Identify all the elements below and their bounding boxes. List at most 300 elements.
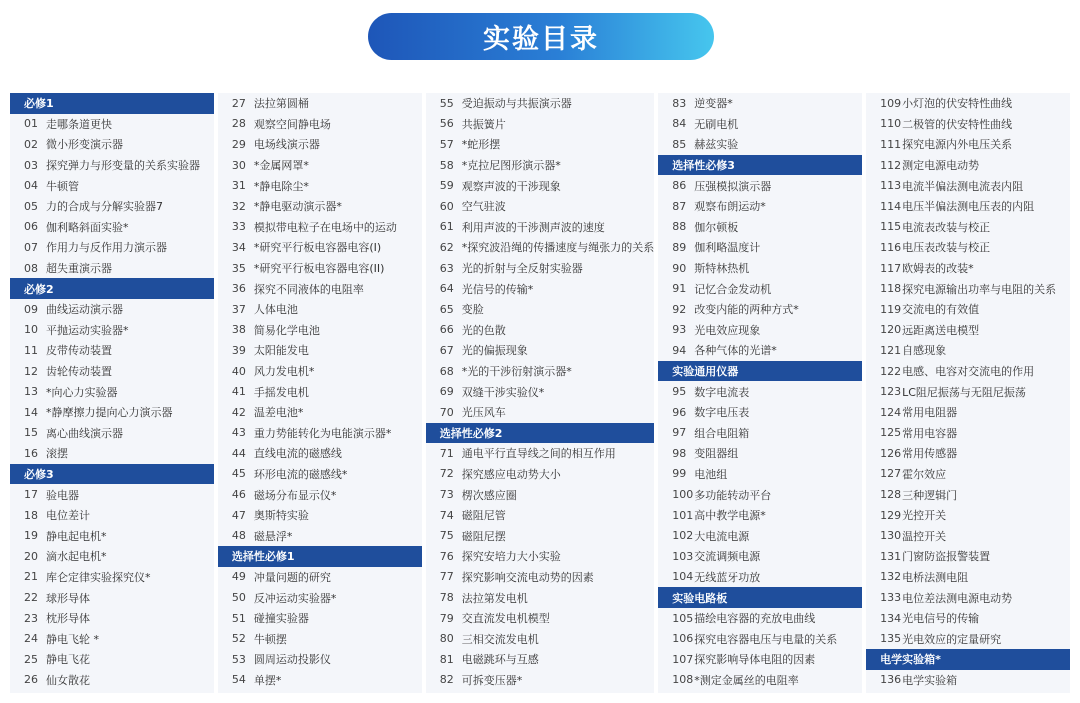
experiment-number: 67 bbox=[439, 343, 454, 357]
section-header: 选择性必修2 bbox=[426, 423, 655, 444]
experiment-number: 105 bbox=[672, 611, 694, 625]
experiment-number: 01 bbox=[24, 117, 38, 131]
experiment-number: 115 bbox=[880, 220, 902, 234]
experiment-name: 滚摆 bbox=[46, 447, 68, 461]
experiment-item bbox=[866, 484, 1070, 505]
experiment-name: 通电平行直导线之间的相互作用 bbox=[461, 447, 616, 461]
experiment-item bbox=[218, 217, 422, 238]
experiment-item bbox=[10, 587, 214, 608]
experiment-item bbox=[426, 299, 655, 320]
experiment-name: *研究平行板电容器电容(I) bbox=[253, 241, 382, 255]
experiment-item bbox=[10, 237, 214, 258]
experiment-item bbox=[426, 258, 655, 279]
experiment-name: 光的偏振现象 bbox=[461, 344, 528, 358]
experiment-item bbox=[658, 484, 862, 505]
experiment-name: 常用电容器 bbox=[902, 426, 958, 440]
experiment-item bbox=[218, 114, 422, 135]
experiment-number: 37 bbox=[231, 302, 246, 316]
experiment-number: 22 bbox=[24, 591, 38, 605]
experiment-name: 滴水起电机* bbox=[46, 550, 107, 564]
experiment-item bbox=[866, 525, 1070, 546]
experiment-number: 48 bbox=[231, 529, 246, 543]
experiment-name: 直线电流的磁感线 bbox=[253, 447, 342, 461]
experiment-item bbox=[658, 628, 862, 649]
experiment-item bbox=[866, 320, 1070, 341]
experiment-item bbox=[866, 340, 1070, 361]
experiment-number: 10 bbox=[24, 323, 38, 337]
experiment-number: 43 bbox=[231, 426, 246, 440]
experiment-number: 17 bbox=[24, 488, 38, 502]
experiment-name: *探究波沿绳的传播速度与绳张力的关系 bbox=[461, 241, 655, 255]
experiment-name: 伽利略斜面实验* bbox=[46, 220, 129, 234]
experiment-number: 84 bbox=[672, 117, 687, 131]
experiment-item bbox=[218, 587, 422, 608]
experiment-name: 光电信号的传输 bbox=[902, 612, 980, 626]
experiment-item bbox=[658, 464, 862, 485]
experiment-number: 26 bbox=[24, 673, 38, 687]
experiment-name: 改变内能的两种方式* bbox=[694, 303, 799, 317]
experiment-name: 磁阻尼管 bbox=[461, 509, 506, 523]
experiment-number: 52 bbox=[231, 632, 246, 646]
experiment-item bbox=[658, 381, 862, 402]
experiment-name: 圆周运动投影仪 bbox=[253, 653, 331, 667]
experiment-number: 85 bbox=[672, 137, 687, 151]
experiment-item bbox=[10, 649, 214, 670]
experiment-number: 02 bbox=[24, 137, 38, 151]
experiment-name: 磁悬浮* bbox=[253, 529, 293, 543]
experiment-item bbox=[658, 567, 862, 588]
experiment-name: 共振簧片 bbox=[461, 117, 506, 131]
experiment-number: 62 bbox=[439, 240, 454, 254]
experiment-name: 小灯泡的伏安特性曲线 bbox=[902, 97, 1013, 111]
experiment-number: 117 bbox=[880, 261, 902, 275]
experiment-name: 电位差计 bbox=[46, 509, 90, 523]
experiment-item bbox=[866, 505, 1070, 526]
experiment-name: 环形电流的磁感线* bbox=[253, 467, 348, 481]
experiment-name: 走哪条道更快 bbox=[46, 117, 112, 131]
experiment-number: 14 bbox=[24, 405, 38, 419]
experiment-item bbox=[658, 196, 862, 217]
experiment-item bbox=[866, 402, 1070, 423]
experiment-number: 72 bbox=[439, 467, 454, 481]
experiment-number: 38 bbox=[231, 323, 246, 337]
experiment-item bbox=[426, 649, 655, 670]
experiment-number: 136 bbox=[880, 673, 902, 687]
experiment-name: 霍尔效应 bbox=[902, 467, 947, 481]
experiment-item bbox=[10, 402, 214, 423]
experiment-number: 46 bbox=[231, 488, 246, 502]
experiment-name: 数字电流表 bbox=[694, 385, 750, 399]
experiment-name: 太阳能发电 bbox=[253, 344, 309, 358]
experiment-number: 118 bbox=[880, 282, 902, 296]
experiment-item bbox=[658, 278, 862, 299]
section-header: 必修1 bbox=[10, 93, 214, 114]
experiment-item bbox=[10, 484, 214, 505]
experiment-item bbox=[426, 546, 655, 567]
experiment-item bbox=[218, 258, 422, 279]
experiment-number: 12 bbox=[24, 364, 38, 378]
experiment-number: 74 bbox=[439, 508, 454, 522]
experiment-item bbox=[426, 175, 655, 196]
experiment-name: 楞次感应圈 bbox=[461, 488, 517, 502]
experiment-number: 128 bbox=[880, 488, 902, 502]
experiment-name: LC阻尼振荡与无阻尼振荡 bbox=[902, 385, 1026, 399]
experiment-number: 05 bbox=[24, 199, 38, 213]
experiment-item bbox=[658, 134, 862, 155]
experiment-name: 齿轮传动装置 bbox=[46, 365, 112, 379]
experiment-name: *静摩擦力提向心力演示器 bbox=[46, 406, 173, 420]
experiment-item bbox=[866, 217, 1070, 238]
experiment-name: 探究弹力与形变量的关系实验器 bbox=[46, 159, 200, 173]
experiment-number: 78 bbox=[439, 591, 454, 605]
experiment-item bbox=[426, 278, 655, 299]
experiment-name: 库仑定律实验探究仪* bbox=[46, 570, 151, 584]
experiment-number: 102 bbox=[672, 529, 694, 543]
experiment-item bbox=[10, 525, 214, 546]
experiment-name: 简易化学电池 bbox=[253, 323, 320, 337]
experiment-item bbox=[426, 443, 655, 464]
experiment-number: 34 bbox=[231, 240, 246, 254]
experiment-name: 磁场分布显示仪* bbox=[253, 488, 337, 502]
experiment-item bbox=[866, 258, 1070, 279]
experiment-item bbox=[426, 628, 655, 649]
experiment-name: 人体电池 bbox=[253, 303, 298, 317]
experiment-item bbox=[866, 423, 1070, 444]
experiment-item bbox=[658, 299, 862, 320]
experiment-name: 斯特林热机 bbox=[694, 262, 750, 276]
experiment-item bbox=[426, 320, 655, 341]
experiment-name: 法拉第圆桶 bbox=[253, 97, 309, 111]
experiment-item bbox=[218, 155, 422, 176]
experiment-number: 20 bbox=[24, 549, 38, 563]
experiment-name: 电学实验箱 bbox=[902, 673, 958, 687]
experiment-number: 80 bbox=[439, 632, 454, 646]
experiment-item bbox=[658, 258, 862, 279]
catalog-column-4 bbox=[658, 93, 862, 693]
experiment-number: 53 bbox=[231, 652, 246, 666]
experiment-item bbox=[10, 196, 214, 217]
experiment-name: 伽尔顿板 bbox=[694, 220, 739, 234]
experiment-item bbox=[10, 628, 214, 649]
experiment-number: 18 bbox=[24, 508, 38, 522]
experiment-name: 多功能转动平台 bbox=[694, 488, 772, 502]
experiment-item bbox=[218, 402, 422, 423]
experiment-number: 97 bbox=[672, 426, 687, 440]
experiment-item bbox=[658, 608, 862, 629]
experiment-number: 135 bbox=[880, 632, 902, 646]
experiment-number: 24 bbox=[24, 632, 38, 646]
experiment-number: 126 bbox=[880, 446, 902, 460]
experiment-name: 静电飞花 bbox=[46, 653, 90, 667]
experiment-item bbox=[866, 587, 1070, 608]
experiment-number: 06 bbox=[24, 220, 38, 234]
experiment-number: 07 bbox=[24, 240, 38, 254]
experiment-name: 空气驻波 bbox=[461, 200, 506, 214]
experiment-name: 光信号的传输* bbox=[461, 282, 534, 296]
experiment-number: 03 bbox=[24, 158, 38, 172]
catalog-column-5 bbox=[866, 93, 1070, 693]
experiment-number: 132 bbox=[880, 570, 902, 584]
experiment-item bbox=[218, 649, 422, 670]
experiment-number: 77 bbox=[439, 570, 454, 584]
experiment-name: 静电飞轮 * bbox=[46, 632, 99, 646]
experiment-item bbox=[218, 464, 422, 485]
experiment-number: 61 bbox=[439, 220, 454, 234]
experiment-name: 电压表改装与校正 bbox=[902, 241, 991, 255]
experiment-number: 39 bbox=[231, 343, 246, 357]
experiment-name: 静电起电机* bbox=[46, 529, 107, 543]
experiment-name: 利用声波的干涉测声波的速度 bbox=[461, 220, 605, 234]
experiment-number: 15 bbox=[24, 426, 38, 440]
experiment-name: 探究安培力大小实验 bbox=[461, 550, 561, 564]
experiment-item bbox=[866, 546, 1070, 567]
experiment-number: 08 bbox=[24, 261, 38, 275]
experiment-number: 89 bbox=[672, 240, 687, 254]
experiment-item bbox=[866, 361, 1070, 382]
experiment-item bbox=[10, 567, 214, 588]
experiment-name: *静电除尘* bbox=[253, 179, 309, 193]
experiment-item bbox=[426, 114, 655, 135]
experiment-name: 组合电阻箱 bbox=[694, 426, 750, 440]
experiment-number: 54 bbox=[231, 673, 246, 687]
experiment-number: 23 bbox=[24, 611, 38, 625]
experiment-name: 描绘电容器的充放电曲线 bbox=[694, 612, 816, 626]
experiment-name: 温控开关 bbox=[902, 529, 947, 543]
experiment-name: 探究感应电动势大小 bbox=[461, 467, 561, 481]
experiment-item bbox=[218, 505, 422, 526]
experiment-item bbox=[10, 114, 214, 135]
experiment-name: 大电流电源 bbox=[694, 529, 750, 543]
experiment-name: 观察布朗运动* bbox=[694, 200, 766, 214]
experiment-name: 验电器 bbox=[46, 488, 79, 502]
experiment-number: 50 bbox=[231, 591, 246, 605]
experiment-item bbox=[658, 237, 862, 258]
experiment-item bbox=[10, 381, 214, 402]
experiment-item bbox=[218, 361, 422, 382]
experiment-number: 113 bbox=[880, 179, 902, 193]
experiment-name: 枕形导体 bbox=[46, 612, 90, 626]
experiment-number: 13 bbox=[24, 385, 38, 399]
experiment-name: 光电效应现象 bbox=[694, 323, 761, 337]
experiment-item bbox=[10, 608, 214, 629]
experiment-number: 119 bbox=[880, 302, 902, 316]
experiment-name: 常用传感器 bbox=[902, 447, 958, 461]
experiment-number: 100 bbox=[672, 488, 694, 502]
section-header: 实验通用仪器 bbox=[658, 361, 862, 382]
experiment-number: 125 bbox=[880, 426, 902, 440]
catalog-title: 实验目录 bbox=[368, 13, 714, 60]
experiment-name: 门窗防盗报警装置 bbox=[902, 550, 991, 564]
section-header: 实验电路板 bbox=[658, 587, 862, 608]
experiment-number: 98 bbox=[672, 446, 687, 460]
experiment-number: 83 bbox=[672, 96, 687, 110]
experiment-item bbox=[658, 114, 862, 135]
experiment-item bbox=[426, 237, 655, 258]
experiment-name: *蛇形摆 bbox=[461, 138, 501, 152]
experiment-name: 电压半偏法测电压表的内阻 bbox=[902, 200, 1035, 214]
experiment-item bbox=[426, 608, 655, 629]
experiment-number: 86 bbox=[672, 179, 687, 193]
experiment-name: 电池组 bbox=[694, 467, 728, 481]
experiment-item bbox=[866, 670, 1070, 691]
experiment-name: 测定电源电动势 bbox=[902, 159, 980, 173]
experiment-name: 变阻器组 bbox=[694, 447, 739, 461]
experiment-number: 28 bbox=[231, 117, 246, 131]
experiment-name: 探究影响导体电阻的因素 bbox=[694, 653, 816, 667]
experiment-number: 91 bbox=[672, 282, 687, 296]
experiment-item bbox=[658, 525, 862, 546]
experiment-number: 59 bbox=[439, 179, 454, 193]
experiment-number: 55 bbox=[439, 96, 454, 110]
catalog-column-1 bbox=[10, 93, 214, 693]
experiment-number: 133 bbox=[880, 591, 902, 605]
experiment-item bbox=[218, 93, 422, 114]
experiment-number: 90 bbox=[672, 261, 687, 275]
experiment-name: 无刷电机 bbox=[694, 117, 739, 131]
experiment-name: 光控开关 bbox=[902, 509, 947, 523]
experiment-name: 奥斯特实验 bbox=[253, 509, 309, 523]
experiment-name: 电位差法测电源电动势 bbox=[902, 591, 1013, 605]
experiment-item bbox=[658, 505, 862, 526]
experiment-item bbox=[866, 237, 1070, 258]
experiment-name: 手摇发电机 bbox=[253, 385, 309, 399]
experiment-number: 104 bbox=[672, 570, 694, 584]
section-header: 必修3 bbox=[10, 464, 214, 485]
experiment-item bbox=[426, 134, 655, 155]
experiment-item bbox=[866, 464, 1070, 485]
experiment-item bbox=[10, 546, 214, 567]
experiment-number: 120 bbox=[880, 323, 902, 337]
experiment-number: 95 bbox=[672, 385, 687, 399]
experiment-number: 112 bbox=[880, 158, 902, 172]
experiment-number: 45 bbox=[231, 467, 246, 481]
experiment-item bbox=[426, 525, 655, 546]
experiment-item bbox=[866, 93, 1070, 114]
experiment-item bbox=[218, 196, 422, 217]
experiment-item bbox=[866, 608, 1070, 629]
experiment-item bbox=[426, 484, 655, 505]
experiment-item bbox=[658, 93, 862, 114]
experiment-name: 牛顿管 bbox=[46, 179, 79, 193]
experiment-item bbox=[426, 402, 655, 423]
experiment-number: 123 bbox=[880, 385, 902, 399]
experiment-number: 122 bbox=[880, 364, 902, 378]
catalog-column-2 bbox=[218, 93, 422, 693]
experiment-number: 35 bbox=[231, 261, 246, 275]
experiment-item bbox=[218, 175, 422, 196]
experiment-number: 121 bbox=[880, 343, 902, 357]
experiment-item bbox=[218, 608, 422, 629]
experiment-item bbox=[426, 505, 655, 526]
experiment-item bbox=[426, 217, 655, 238]
experiment-item bbox=[658, 670, 862, 691]
experiment-item bbox=[866, 175, 1070, 196]
experiment-number: 31 bbox=[231, 179, 246, 193]
experiment-name: 电桥法测电阻 bbox=[902, 570, 969, 584]
experiment-number: 93 bbox=[672, 323, 687, 337]
experiment-name: *克拉尼图形演示器* bbox=[461, 159, 561, 173]
experiment-name: 光的色散 bbox=[461, 323, 506, 337]
experiment-name: 皮带传动装置 bbox=[46, 344, 112, 358]
experiment-item bbox=[10, 299, 214, 320]
experiment-item bbox=[426, 361, 655, 382]
experiment-number: 36 bbox=[231, 282, 246, 296]
experiment-number: 58 bbox=[439, 158, 454, 172]
experiment-number: 33 bbox=[231, 220, 246, 234]
experiment-item bbox=[218, 443, 422, 464]
experiment-name: 探究电源输出功率与电阻的关系 bbox=[902, 282, 1057, 296]
experiment-number: 42 bbox=[231, 405, 246, 419]
experiment-item bbox=[10, 134, 214, 155]
experiment-name: 赫兹实验 bbox=[694, 138, 739, 152]
experiment-number: 66 bbox=[439, 323, 454, 337]
experiment-number: 110 bbox=[880, 117, 902, 131]
experiment-number: 64 bbox=[439, 282, 454, 296]
experiment-name: 作用力与反作用力演示器 bbox=[46, 241, 167, 255]
experiment-number: 44 bbox=[231, 446, 246, 460]
experiment-item bbox=[10, 320, 214, 341]
experiment-number: 92 bbox=[672, 302, 687, 316]
experiment-item bbox=[426, 93, 655, 114]
experiment-item bbox=[10, 423, 214, 444]
experiment-number: 76 bbox=[439, 549, 454, 563]
experiment-name: 三相交流发电机 bbox=[461, 632, 539, 646]
experiment-name: 欧姆表的改装* bbox=[902, 262, 974, 276]
experiment-item bbox=[10, 340, 214, 361]
experiment-number: 30 bbox=[231, 158, 246, 172]
experiment-name: 探究影响交流电动势的因素 bbox=[461, 570, 594, 584]
experiment-number: 116 bbox=[880, 240, 902, 254]
experiment-name: 球形导体 bbox=[46, 591, 90, 605]
experiment-name: 仙女散花 bbox=[46, 673, 90, 687]
experiment-number: 51 bbox=[231, 611, 246, 625]
experiment-name: 电场线演示器 bbox=[253, 138, 320, 152]
experiment-number: 63 bbox=[439, 261, 454, 275]
experiment-number: 127 bbox=[880, 467, 902, 481]
experiment-name: 三种逻辑门 bbox=[902, 488, 958, 502]
experiment-name: 压强模拟演示器 bbox=[694, 179, 772, 193]
experiment-name: 离心曲线演示器 bbox=[46, 426, 123, 440]
experiment-item bbox=[866, 155, 1070, 176]
experiment-item bbox=[10, 258, 214, 279]
experiment-name: 冲量问题的研究 bbox=[253, 570, 331, 584]
experiment-number: 71 bbox=[439, 446, 454, 460]
section-header: 电学实验箱* bbox=[866, 649, 1070, 670]
experiment-item bbox=[426, 567, 655, 588]
experiment-item bbox=[218, 320, 422, 341]
experiment-name: 牛顿摆 bbox=[253, 632, 287, 646]
experiment-number: 68 bbox=[439, 364, 454, 378]
experiment-name: 光电效应的定量研究 bbox=[902, 632, 1002, 646]
experiment-name: 受迫振动与共振演示器 bbox=[461, 97, 572, 111]
experiment-item bbox=[426, 464, 655, 485]
experiment-name: 法拉第发电机 bbox=[461, 591, 528, 605]
experiment-number: 129 bbox=[880, 508, 902, 522]
experiment-number: 109 bbox=[880, 96, 902, 110]
experiment-number: 107 bbox=[672, 652, 694, 666]
experiment-name: 模拟带电粒子在电场中的运动 bbox=[253, 220, 397, 234]
experiment-name: 风力发电机* bbox=[253, 365, 315, 379]
experiment-item bbox=[658, 320, 862, 341]
experiment-name: 电流半偏法测电流表内阻 bbox=[902, 179, 1024, 193]
experiment-name: 可拆变压器* bbox=[461, 673, 523, 687]
experiment-name: 探究电源内外电压关系 bbox=[902, 138, 1013, 152]
experiment-name: 各种气体的光谱* bbox=[694, 344, 777, 358]
experiment-name: 无线蓝牙功放 bbox=[694, 570, 761, 584]
experiment-name: *向心力实验器 bbox=[46, 385, 118, 399]
experiment-number: 124 bbox=[880, 405, 902, 419]
experiment-name: *研究平行板电容器电容(II) bbox=[253, 262, 385, 276]
